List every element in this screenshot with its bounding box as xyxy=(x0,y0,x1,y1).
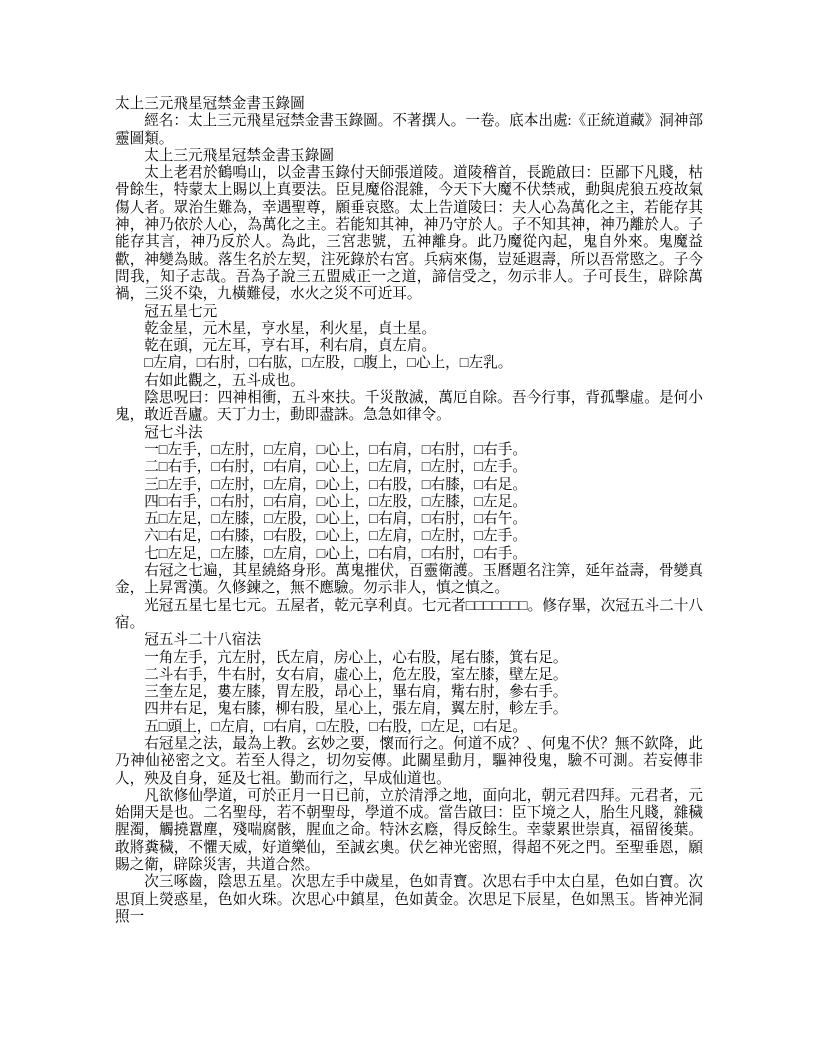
paragraph: 冠五斗二十八宿法 xyxy=(144,632,261,649)
paragraph: 經名：太上三元飛星冠禁金書玉錄圖。不著撰人。一卷。底本出處:《正統道藏》洞神部靈圖類。 xyxy=(115,113,703,147)
paragraph: 二斗右手，牛右肘，女右肩，虛心上，危左股，室左膝，壁左足。 xyxy=(144,666,568,683)
paragraph: 光冠五星七星七元。五屋者，乾元享利貞。七元者□□□□□□□。修存畢，次冠五斗二十八宿。 xyxy=(115,597,703,631)
paragraph: 太上三元飛星冠禁金書玉錄圖 xyxy=(115,96,305,112)
paragraph: 乾在頭，元左耳，亨右耳，利右肩，貞左肩。 xyxy=(144,338,437,355)
paragraph: 四□右手，□右肘，□右肩，□心上，□左股，□左膝，□左足。 xyxy=(144,493,527,510)
paragraph: 太上老君於鶴鳴山，以金書玉錄付天師張道陵。道陵稽首，長跪啟曰：臣鄙下凡賤，枯骨餘生，特蒙太上賜以上真要法。臣見魔俗混雜，今天下大魔不伏禁戒，動與虎狼五疫故氣傷人者。眾治生難為，幸遇聖尊，願垂哀愍。太上告道陵曰：夫人心為萬化之主，若能存其神，神乃依於人心，為萬化之主。若能知其神，神乃守於人。子不知其神，神乃離於人。子能存其言，神乃反於人。為此，三宮悲號，五神離身。此乃魔從內起，鬼自外來。鬼魔益歡，神變為賊。落生名於左契，注死錄於右宮。兵病來傷，豈延遐壽，所以吾常愍之。子今問我，知子志哉。吾為子說三五盟威正一之道，諦信受之，勿示非人。子可長生，辟除萬禍，三災不染，九橫難侵，水火之災不可近耳。 xyxy=(115,165,703,303)
paragraph: 五□頭上，□左肩，□右肩，□左股，□右股，□左足，□右足。 xyxy=(144,718,527,735)
paragraph: 凡欲修仙學道，可於正月一日已前，立於清淨之地，面向北，朝元君四拜。元君者，元始開天是也。二名聖母，若不朝聖母，學道不成。當告啟曰：臣下境之人，胎生凡賤，雜穢腥濁，觸撓囂塵，殘喘腐骸，腥血之命。特沐玄廕，得反餘生。幸蒙累世崇真，福留後葉。敢將糞穢，不懼天威，好道樂仙，至誠玄奧。伏乞神光密照，得超不死之門。至聖垂恩，願賜之衛，辟除災害，共道合然。 xyxy=(115,787,703,874)
paragraph: 六□右足，□右膝，□右股，□心上，□左肩，□左肘，□左手。 xyxy=(144,528,527,545)
paragraph: 冠七斗法 xyxy=(144,424,203,441)
paragraph: 二□右手，□右肘，□右肩，□心上，□左肩，□左肘，□左手。 xyxy=(144,459,527,476)
paragraph: 一□左手，□左肘，□左肩，□心上，□右肩，□右肘，□右手。 xyxy=(144,441,527,458)
paragraph: 四井右足，鬼右膝，柳右股，星心上，張左肩，翼左肘，軫左手。 xyxy=(144,701,568,718)
paragraph: 乾金星，元木星，亨水星，利火星，貞土星。 xyxy=(144,320,437,337)
paragraph: 次三啄齒，陰思五星。次思左手中歲星，色如青寶。次思右手中太白星，色如白寶。次思頂上熒惑星，色如火珠。次思心中鎮星，色如黃金。次思足下辰星，色如黑玉。皆神光洞照一 xyxy=(115,874,703,925)
paragraph: 陰思呪曰：四神相衝，五斗來扶。千災散滅，萬厄自除。吾今行事，背孤擊虛。是何小鬼，敢近吾廬。天丁力士，動即盡誅。急急如律令。 xyxy=(115,390,703,424)
paragraph: 三奎左足，婁左膝，胃左股，昂心上，畢右肩，觜右肘，參右手。 xyxy=(144,684,568,701)
paragraph: 右冠星之法，最為上教。玄妙之要，懷而行之。何道不成？、何鬼不伏？無不欽降，此乃神仙祕密之文。若至人得之，切勿妄傳。此關星動月，驅神役鬼，驗不可測。若妄傳非人，殃及自身，延及七祖。勤而行之，早成仙道也。 xyxy=(115,735,703,787)
paragraph: 三□左手，□左肘，□左肩，□心上，□右股，□右膝，□右足。 xyxy=(144,476,527,493)
paragraph: 右冠之七遍，其星繞絡身形。萬鬼摧伏，百靈衛護。玉曆題名注筭，延年益壽，骨變真金，上昇霄漢。久修鍊之，無不應驗。勿示非人，慎之慎之。 xyxy=(115,563,703,597)
paragraph: □左肩，□右肘，□右肱，□左股，□腹上，□心上，□左乳。 xyxy=(144,355,513,372)
paragraph: 七□左足，□左膝，□左肩，□心上，□右肩，□右肘，□右手。 xyxy=(144,545,527,562)
paragraph: 太上三元飛星冠禁金書玉錄圖 xyxy=(144,147,334,164)
document-body xyxy=(115,96,703,926)
paragraph: 右如此觀之，五斗成也。 xyxy=(144,372,305,389)
paragraph: 冠五星七元 xyxy=(144,303,218,320)
paragraph: 五□左足，□左膝，□左股，□心上，□右肩，□右肘，□右午。 xyxy=(144,511,527,528)
paragraph: 一角左手，亢左肘，氏左肩，房心上，心右股，尾右膝，箕右足。 xyxy=(144,649,568,666)
